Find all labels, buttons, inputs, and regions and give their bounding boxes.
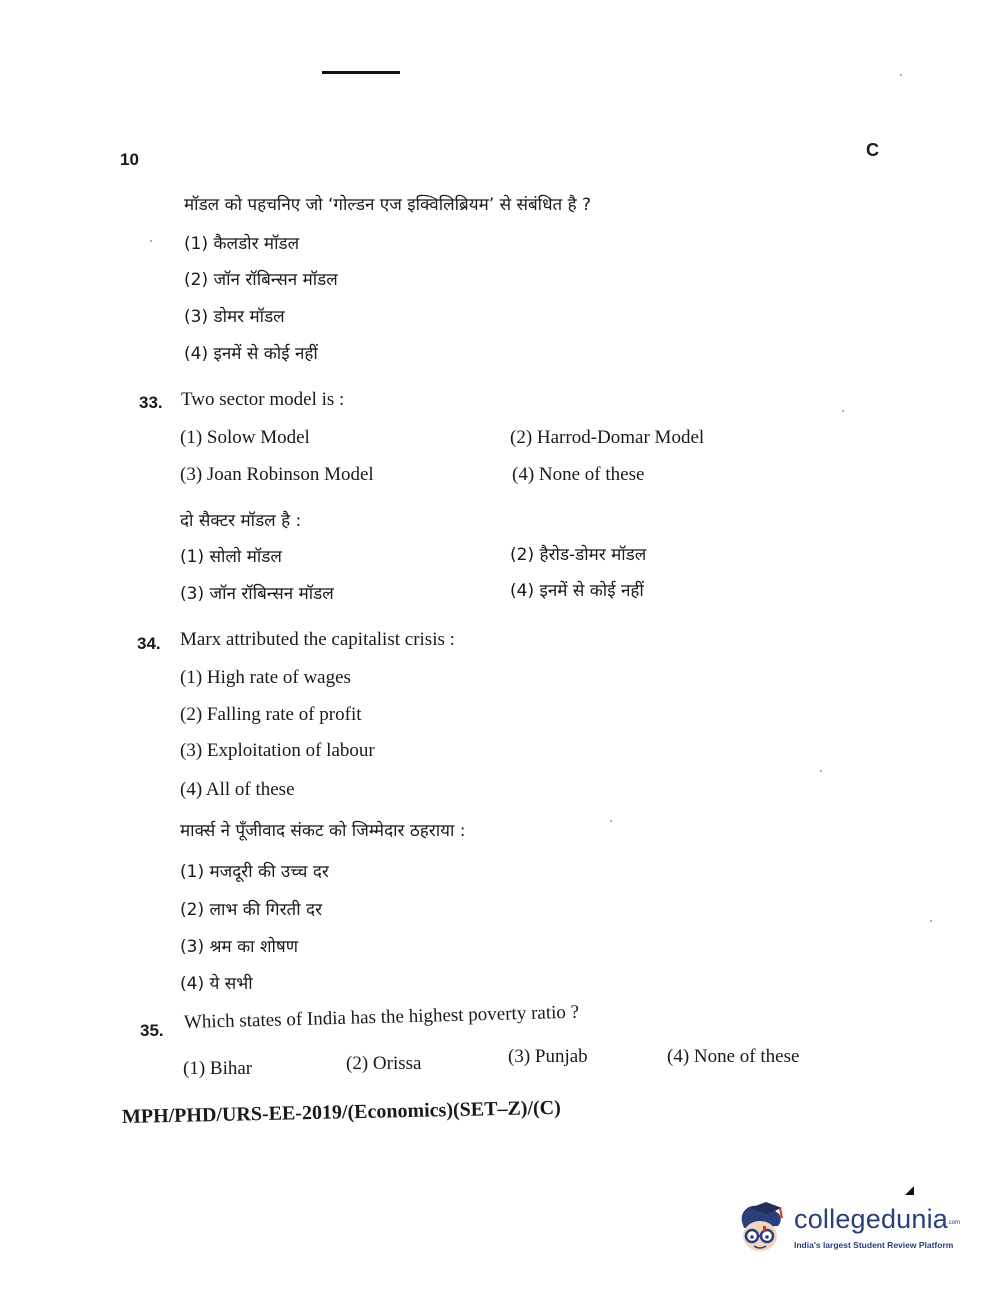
q32-hindi-question: मॉडल को पहचनिए जो ‘गोल्डन एज इक्विलिब्रियम’ से संबंधित है ? <box>184 195 592 215</box>
q32-hindi-option-1: (1) कैलडोर मॉडल <box>184 234 300 254</box>
q33-option-1: (1) Solow Model <box>180 427 310 448</box>
top-rule <box>322 71 400 74</box>
collegedunia-logo <box>736 1200 966 1260</box>
q33-number: 33. <box>139 393 163 412</box>
q33-hindi-option-3: (3) जॉन रॉबिन्सन मॉडल <box>180 584 334 604</box>
q33-hindi-option-1: (1) सोलो मॉडल <box>180 547 282 567</box>
q33-hindi-question: दो सैक्टर मॉडल है : <box>180 511 302 531</box>
q35-option-1: (1) Bihar <box>183 1058 253 1079</box>
set-code: C <box>866 140 879 160</box>
q34-option-2: (2) Falling rate of profit <box>180 704 362 725</box>
q33-hindi-option-4: (4) इनमें से कोई नहीं <box>510 581 644 601</box>
q33-question: Two sector model is : <box>181 389 345 410</box>
q35-question: Which states of India has the highest poverty ratio ? <box>183 1001 580 1033</box>
q35-option-3: (3) Punjab <box>508 1046 588 1067</box>
logo-tagline: India's largest Student Review Platform <box>794 1240 954 1250</box>
q34-hindi-option-1: (1) मजदूरी की उच्च दर <box>180 862 329 882</box>
q34-option-4: (4) All of these <box>180 779 295 800</box>
q33-option-4: (4) None of these <box>512 464 645 485</box>
scan-speck <box>610 820 612 822</box>
q34-hindi-option-3: (3) श्रम का शोषण <box>180 937 299 957</box>
q34-hindi-question: मार्क्स ने पूँजीवाद संकट को जिम्मेदार ठहराया : <box>180 821 466 841</box>
logo-wordmark: collegedunia <box>794 1204 949 1234</box>
paper-code-footer: MPH/PHD/URS-EE-2019/(Economics)(SET–Z)/(C) <box>121 1096 561 1128</box>
scan-speck <box>820 770 822 772</box>
q35-option-2: (2) Orissa <box>346 1053 422 1074</box>
q32-hindi-option-3: (3) डोमर मॉडल <box>184 307 285 327</box>
q33-option-3: (3) Joan Robinson Model <box>180 464 374 485</box>
q32-hindi-option-4: (4) इनमें से कोई नहीं <box>184 344 318 364</box>
scan-speck <box>150 240 152 242</box>
scan-speck <box>842 410 844 412</box>
q34-option-3: (3) Exploitation of labour <box>180 740 375 761</box>
q32-hindi-option-2: (2) जॉन रॉबिन्सन मॉडल <box>184 270 338 290</box>
q35-option-4: (4) None of these <box>667 1046 800 1067</box>
q33-hindi-option-2: (2) हैरोड-डोमर मॉडल <box>510 545 647 565</box>
scan-speck <box>900 74 902 76</box>
q35-number: 35. <box>140 1021 164 1040</box>
q34-hindi-option-4: (4) ये सभी <box>180 974 253 994</box>
scan-speck <box>930 920 932 922</box>
corner-triangle-mark <box>905 1186 914 1195</box>
page-number: 10 <box>120 150 139 169</box>
q34-option-1: (1) High rate of wages <box>180 667 351 688</box>
q34-hindi-option-2: (2) लाभ की गिरती दर <box>180 900 323 920</box>
q34-question: Marx attributed the capitalist crisis : <box>180 629 455 650</box>
logo-domain-suffix: .com <box>947 1220 961 1226</box>
q33-option-2: (2) Harrod-Domar Model <box>510 427 705 448</box>
logo-mascot-icon <box>736 1200 792 1260</box>
q34-number: 34. <box>137 634 161 653</box>
